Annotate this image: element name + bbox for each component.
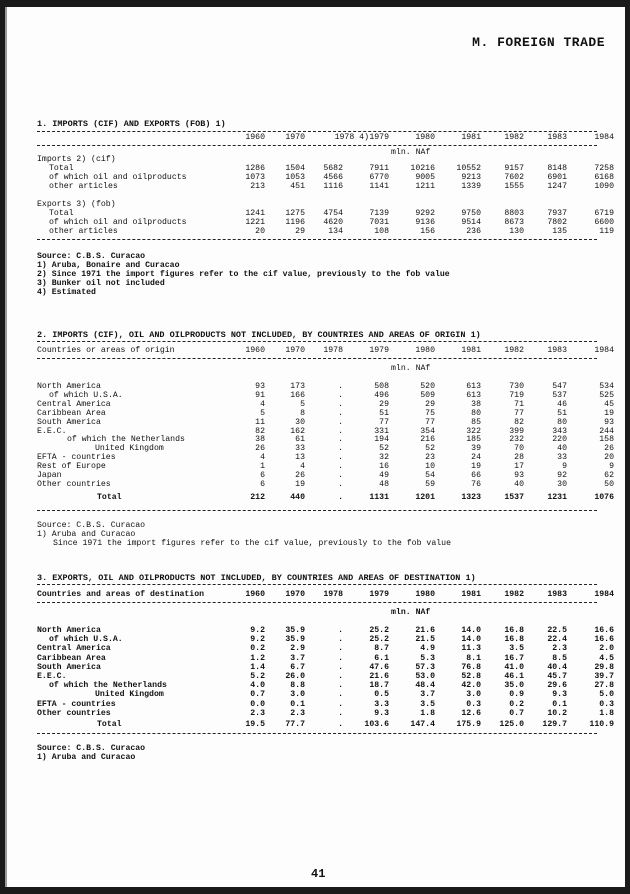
divider [37, 145, 597, 146]
row-label: Caribbean Area [37, 408, 106, 418]
document-page [5, 7, 625, 887]
cell-value: . [338, 708, 343, 718]
table1-title: 1. IMPORTS (CIF) AND EXPORTS (FOB) 1) [37, 119, 226, 129]
unit-label: mln. NAf [391, 148, 431, 157]
cell-value: 32 [379, 453, 389, 463]
cell-value: 21.5 [415, 635, 435, 645]
row-label: of which the Netherlands [49, 681, 167, 691]
cell-value: 1.4 [250, 662, 265, 672]
cell-value: 3.3 [374, 699, 389, 709]
cell-value: 38 [471, 399, 481, 409]
cell-value: . [338, 699, 343, 709]
cell-value: 77 [425, 417, 435, 427]
cell-value: 509 [420, 390, 435, 400]
cell-value: . [338, 453, 343, 463]
row-label: South America [37, 417, 101, 427]
cell-value: 11 [255, 417, 265, 427]
cell-value: 77 [514, 408, 524, 418]
cell-value: 8.1 [466, 653, 481, 663]
cell-value: 53.0 [415, 672, 435, 681]
cell-value: 5.2 [250, 672, 265, 681]
footnote: Source: C.B.S. Curacao [37, 744, 146, 753]
cell-value: 52 [379, 444, 389, 454]
cell-value: 23 [425, 453, 435, 463]
cell-value: 28 [514, 453, 524, 463]
row-label: EFTA - countries [37, 699, 116, 709]
divider [37, 131, 597, 132]
year-header: 1979 [369, 133, 389, 142]
cell-value: 57.3 [415, 662, 435, 672]
year-header: 1970 [285, 133, 305, 142]
cell-value: 26 [255, 444, 265, 454]
cell-value: . [338, 462, 343, 472]
cell-value: 2.3 [290, 708, 305, 718]
row-label: Other countries [37, 479, 111, 489]
cell-value: 29.6 [547, 681, 567, 691]
cell-value: 9.3 [374, 708, 389, 718]
divider [37, 341, 597, 342]
cell-value: 354 [420, 426, 435, 436]
row-label: North America [37, 382, 101, 391]
row-label: United Kingdom [95, 690, 164, 700]
row-label: Rest of Europe [37, 462, 106, 472]
cell-value: 51 [557, 408, 567, 418]
table-row [7, 709, 625, 719]
cell-value: 166 [290, 390, 305, 400]
cell-value: 70 [514, 444, 524, 454]
cell-value: 0.1 [552, 699, 567, 709]
footnote: 1) Aruba and Curacao [37, 530, 136, 539]
cell-value: 1.8 [599, 708, 614, 718]
cell-value: 16.6 [594, 635, 614, 645]
cell-value: 3.5 [509, 644, 524, 654]
cell-value: 4 [260, 399, 265, 409]
cell-value: 4.5 [599, 653, 614, 663]
cell-value: 12.6 [461, 708, 481, 718]
cell-value: . [338, 662, 343, 672]
cell-value: 5 [260, 408, 265, 418]
cell-value: 508 [374, 382, 389, 391]
group-label: Exports 3) (fob) [37, 200, 116, 209]
cell-value: 194 [374, 435, 389, 445]
cell-value: . [338, 390, 343, 400]
cell-value: 0.9 [509, 690, 524, 700]
cell-value: 33 [557, 453, 567, 463]
cell-value: 35.0 [504, 681, 524, 691]
row-label: E.E.C. [37, 672, 67, 681]
cell-value: 62 [604, 471, 614, 480]
divider [37, 602, 597, 603]
table1-header-row [7, 133, 625, 143]
cell-value: 343 [552, 426, 567, 436]
cell-value: 66 [471, 471, 481, 480]
cell-value: 61 [295, 435, 305, 445]
cell-value: 613 [466, 390, 481, 400]
cell-value: 8.5 [552, 653, 567, 663]
table2-title: 2. IMPORTS (CIF), OIL AND OILPRODUCTS NOT INCLUDED, BY COUNTRIES AND AREAS OF ORIGIN 1) [37, 330, 481, 340]
cell-value: 82 [514, 417, 524, 427]
total-row: Total 212 440 . 1131 1201 1323 1537 1231 1076 [97, 493, 614, 502]
row-label: Central America [37, 399, 111, 409]
footnote: Source: C.B.S. Curacao [37, 521, 146, 530]
cell-value: . [338, 399, 343, 409]
cell-value: 5 [300, 399, 305, 409]
cell-value: 11.3 [461, 644, 481, 654]
cell-value: 496 [374, 390, 389, 400]
row-label: Japan [37, 471, 62, 480]
cell-value: 51 [379, 408, 389, 418]
cell-value: 48.4 [415, 681, 435, 691]
cell-value: 5.0 [599, 690, 614, 700]
cell-value: 4 [300, 462, 305, 472]
group-label: Imports 2) (cif) [37, 155, 116, 164]
cell-value: 76.8 [461, 662, 481, 672]
cell-value: 399 [509, 426, 524, 436]
cell-value: 54 [425, 471, 435, 480]
cell-value: . [338, 471, 343, 480]
cell-value: . [338, 426, 343, 436]
cell-value: 13 [295, 453, 305, 463]
cell-value: 10 [425, 462, 435, 472]
cell-value: 14.0 [461, 626, 481, 635]
cell-value: 25.2 [369, 626, 389, 635]
row-label: Caribbean Area [37, 653, 106, 663]
cell-value: 40.4 [547, 662, 567, 672]
cell-value: 80 [557, 417, 567, 427]
divider [37, 239, 597, 240]
cell-value: 39.7 [594, 672, 614, 681]
cell-value: 0.7 [250, 690, 265, 700]
year-header: 1981 [461, 133, 481, 142]
cell-value: . [338, 479, 343, 489]
cell-value: . [338, 644, 343, 654]
cell-value: 220 [552, 435, 567, 445]
unit-label: mln. NAf [391, 364, 431, 373]
cell-value: 537 [552, 390, 567, 400]
unit-label: mln. NAf [391, 608, 431, 617]
cell-value: 25.2 [369, 635, 389, 645]
cell-value: . [338, 382, 343, 391]
table2-header-row: Countries or areas of origin 1960 1970 1978 1979 1980 1981 1982 1983 1984 [37, 346, 614, 355]
row-label: EFTA - countries [37, 453, 116, 463]
row-label: United Kingdom [95, 444, 164, 454]
table-row: other articles 213 451 1116 1141 1211 1339 1555 1247 1090 [49, 182, 614, 191]
row-label: of which U.S.A. [49, 390, 123, 400]
cell-value: 0.5 [374, 690, 389, 700]
footnote: 4) Estimated [37, 288, 96, 297]
cell-value: 534 [599, 382, 614, 391]
cell-value: . [338, 408, 343, 418]
cell-value: 2.0 [599, 644, 614, 654]
cell-value: 6 [260, 479, 265, 489]
cell-value: 1.8 [420, 708, 435, 718]
cell-value: 9.3 [552, 690, 567, 700]
cell-value: . [338, 672, 343, 681]
table3-header-row: Countries and areas of destination 1960 1970 1978 1979 1980 1981 1982 1983 1984 [37, 590, 614, 599]
row-label: Other countries [37, 708, 111, 718]
cell-value: 77 [379, 417, 389, 427]
cell-value: 6.1 [374, 653, 389, 663]
cell-value: 525 [599, 390, 614, 400]
row-label: of which the Netherlands [67, 435, 185, 445]
cell-value: 50 [604, 479, 614, 489]
cell-value: 52 [425, 444, 435, 454]
cell-value: 14.0 [461, 635, 481, 645]
cell-value: 29 [425, 399, 435, 409]
cell-value: 185 [466, 435, 481, 445]
cell-value: 18.7 [369, 681, 389, 691]
cell-value: 16 [379, 462, 389, 472]
year-header: 1984 [594, 133, 614, 142]
cell-value: 46.1 [504, 672, 524, 681]
footnote: Source: C.B.S. Curacao [37, 252, 146, 261]
footnote: 2) Since 1971 the import figures refer to the cif value, previously to the fob value [37, 270, 450, 279]
cell-value: 24 [471, 453, 481, 463]
cell-value: 0.2 [250, 644, 265, 654]
cell-value: 40 [557, 444, 567, 454]
cell-value: 40 [514, 479, 524, 489]
cell-value: . [338, 635, 343, 645]
cell-value: 30 [557, 479, 567, 489]
cell-value: 16.8 [504, 626, 524, 635]
cell-value: 4 [260, 453, 265, 463]
cell-value: 21.6 [415, 626, 435, 635]
year-header: 1983 [547, 133, 567, 142]
divider [37, 358, 597, 359]
footnote: 1) Aruba and Curacao [37, 753, 136, 762]
footnote: Since 1971 the import figures refer to the cif value, previously to the fob value [53, 539, 451, 548]
cell-value: 6.7 [290, 662, 305, 672]
cell-value: 547 [552, 382, 567, 391]
cell-value: 35.9 [285, 635, 305, 645]
cell-value: 8 [300, 408, 305, 418]
page-number: 41 [311, 867, 326, 881]
cell-value: . [338, 681, 343, 691]
cell-value: 16.7 [504, 653, 524, 663]
cell-value: 93 [604, 417, 614, 427]
cell-value: 29.8 [594, 662, 614, 672]
cell-value: 719 [509, 390, 524, 400]
cell-value: 33 [295, 444, 305, 454]
cell-value: 0.2 [509, 699, 524, 709]
year-header: 1982 [504, 133, 524, 142]
cell-value: 26 [295, 471, 305, 480]
table-row [7, 480, 625, 490]
cell-value: 29 [379, 399, 389, 409]
cell-value: 17 [514, 462, 524, 472]
cell-value: 9 [562, 462, 567, 472]
cell-value: 3.7 [420, 690, 435, 700]
cell-value: . [338, 444, 343, 454]
cell-value: 46 [557, 399, 567, 409]
cell-value: 91 [255, 390, 265, 400]
cell-value: 158 [599, 435, 614, 445]
row-label: North America [37, 626, 101, 635]
cell-value: 3.0 [290, 690, 305, 700]
cell-value: 322 [466, 426, 481, 436]
cell-value: 48 [379, 479, 389, 489]
footnote: 3) Bunker oil not included [37, 279, 165, 288]
cell-value: 730 [509, 382, 524, 391]
cell-value: 216 [420, 435, 435, 445]
divider [37, 510, 597, 511]
cell-value: 38 [255, 435, 265, 445]
section-header: M. FOREIGN TRADE [472, 35, 605, 50]
cell-value: 85 [471, 417, 481, 427]
cell-value: 244 [599, 426, 614, 436]
cell-value: 92 [557, 471, 567, 480]
cell-value: 93 [255, 382, 265, 391]
cell-value: 162 [290, 426, 305, 436]
cell-value: 16.6 [594, 626, 614, 635]
table-row: of which oil and oilproducts 1221 1196 4620 7031 9136 9514 8673 7802 6600 [49, 218, 614, 227]
cell-value: 45 [604, 399, 614, 409]
cell-value: 35.9 [285, 626, 305, 635]
cell-value: . [338, 653, 343, 663]
cell-value: 71 [514, 399, 524, 409]
cell-value: 22.4 [547, 635, 567, 645]
table-row: Total 1241 1275 4754 7139 9292 9750 8803 7937 6719 [49, 209, 614, 218]
cell-value: 49 [379, 471, 389, 480]
cell-value: 4.9 [420, 644, 435, 654]
row-label: Central America [37, 644, 111, 654]
cell-value: 3.5 [420, 699, 435, 709]
cell-value: 27.8 [594, 681, 614, 691]
cell-value: 2.3 [552, 644, 567, 654]
cell-value: 19 [295, 479, 305, 489]
cell-value: 1 [260, 462, 265, 472]
cell-value: 41.0 [504, 662, 524, 672]
cell-value: 0.0 [250, 699, 265, 709]
cell-value: 1.2 [250, 653, 265, 663]
cell-value: 520 [420, 382, 435, 391]
year-header: 1980 [415, 133, 435, 142]
cell-value: 0.1 [290, 699, 305, 709]
cell-value: 82 [255, 426, 265, 436]
cell-value: 173 [290, 382, 305, 391]
cell-value: 76 [471, 479, 481, 489]
row-label: of which U.S.A. [49, 635, 123, 645]
cell-value: 75 [425, 408, 435, 418]
year-header: 1978 4) [334, 133, 369, 142]
cell-value: 80 [471, 408, 481, 418]
cell-value: 6 [260, 471, 265, 480]
cell-value: 0.3 [599, 699, 614, 709]
cell-value: 5.3 [420, 653, 435, 663]
cell-value: 9 [609, 462, 614, 472]
cell-value: 2.9 [290, 644, 305, 654]
row-label: E.E.C. [37, 426, 67, 436]
cell-value: 8.7 [374, 644, 389, 654]
cell-value: 16.8 [504, 635, 524, 645]
cell-value: 232 [509, 435, 524, 445]
cell-value: 19 [471, 462, 481, 472]
row-label: South America [37, 662, 101, 672]
footnote: 1) Aruba, Bonaire and Curacao [37, 261, 180, 270]
divider [37, 733, 597, 734]
cell-value: 26 [604, 444, 614, 454]
cell-value: 20 [604, 453, 614, 463]
year-header: 1960 [245, 133, 265, 142]
cell-value: 59 [425, 479, 435, 489]
cell-value: 42.0 [461, 681, 481, 691]
cell-value: 8.8 [290, 681, 305, 691]
cell-value: 2.3 [250, 708, 265, 718]
cell-value: 39 [471, 444, 481, 454]
cell-value: 0.3 [466, 699, 481, 709]
cell-value: 10.2 [547, 708, 567, 718]
divider [37, 584, 597, 585]
cell-value: 19 [604, 408, 614, 418]
table-row: of which oil and oilproducts 1073 1053 4566 6770 9005 9213 7602 6901 6168 [49, 173, 614, 182]
cell-value: 26.0 [285, 672, 305, 681]
cell-value: 0.7 [509, 708, 524, 718]
cell-value: 3.7 [290, 653, 305, 663]
cell-value: 331 [374, 426, 389, 436]
cell-value: 613 [466, 382, 481, 391]
cell-value: 47.6 [369, 662, 389, 672]
cell-value: 45.7 [547, 672, 567, 681]
cell-value: 3.0 [466, 690, 481, 700]
cell-value: 9.2 [250, 635, 265, 645]
cell-value: 21.6 [369, 672, 389, 681]
cell-value: . [338, 690, 343, 700]
cell-value: 9.2 [250, 626, 265, 635]
cell-value: . [338, 417, 343, 427]
cell-value: 93 [514, 471, 524, 480]
cell-value: 4.0 [250, 681, 265, 691]
cell-value: 22.5 [547, 626, 567, 635]
total-row: Total 19.5 77.7 . 103.6 147.4 175.9 125.0 129.7 110.9 [97, 720, 614, 729]
table-row: Total 1286 1504 5682 7911 10216 10552 9157 8148 7258 [49, 164, 614, 173]
cell-value: . [338, 435, 343, 445]
cell-value: 52.8 [461, 672, 481, 681]
cell-value: 30 [295, 417, 305, 427]
table3-title: 3. EXPORTS, OIL AND OILPRODUCTS NOT INCLUDED, BY COUNTRIES AND AREAS OF DESTINATION 1) [37, 573, 476, 583]
cell-value: . [338, 626, 343, 635]
table-row: other articles 20 29 134 108 156 236 130 135 119 [49, 227, 614, 236]
